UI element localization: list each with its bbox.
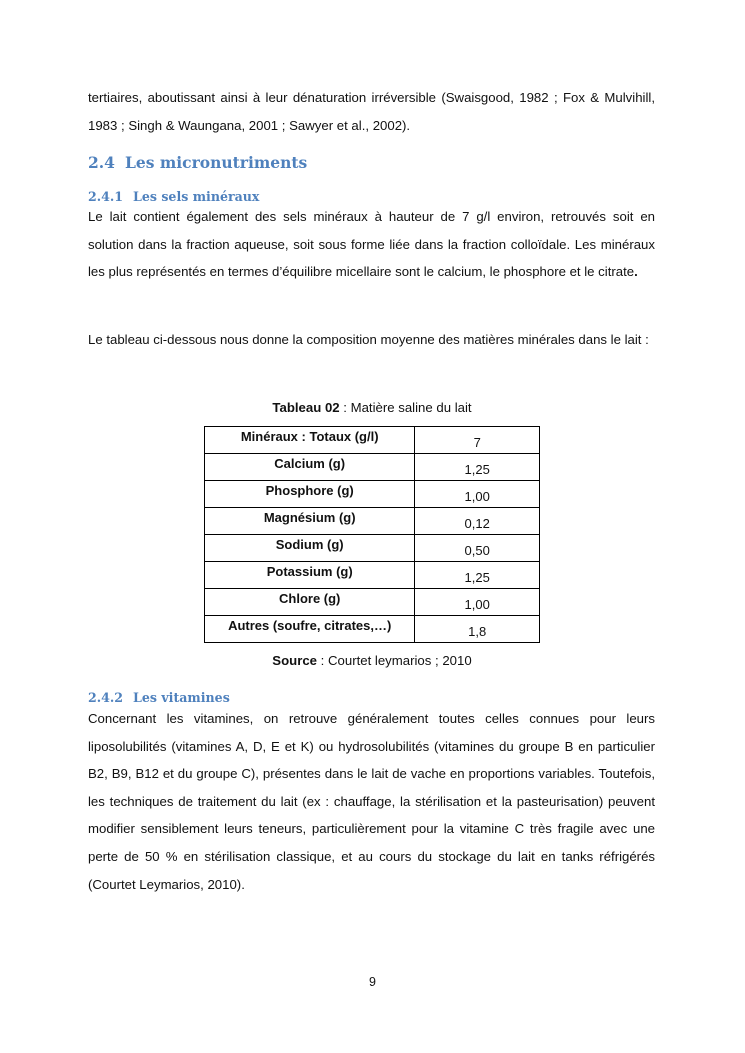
table-row [205,427,540,454]
table-row [205,535,540,562]
subsection-title: Les sels minéraux [133,189,260,204]
table-cell-value: 1,00 [415,589,540,616]
table-caption-label: Tableau 02 [272,400,340,415]
page-number: 9 [369,975,376,989]
table-caption-text: : Matière saline du lait [339,400,472,415]
table-intro-paragraph: Le tableau ci-dessous nous donne la composition moyenne des matières minérales dans le lait : [88,332,649,347]
table-cell-label: Chlore (g) [205,589,415,616]
table-caption [205,400,539,415]
vitamins-paragraph: Concernant les vitamines, on retrouve généralement toutes celles connues pour leurs liposolubilités (vitamines A, D, E et K) ou hydrosolubilités (vitamines du groupe B en particulier B2, B9, B12 et du groupe C), présentes dans le lait de vache en proportions variables. Toutefois, les techniques de traitement du lait (ex : chauffage, la stérilisation et la pasteurisation) peuvent modifier sensiblement leurs teneurs, particulièrement pour la vitamine C très fragile avec une perte de 50 % en stérilisation classique, et au cours du stockage du lait en tanks réfrigérés (Courtet Leymarios, 2010). [88,711,655,892]
table-source-label: Source [272,653,318,668]
table-source-text: : Courtet leymarios ; 2010 [317,653,472,668]
table-cell-value: 7 [415,427,540,454]
table-cell-label: Calcium (g) [205,454,415,481]
minerals-paragraph-end: . [634,264,638,280]
table-row [205,508,540,535]
table-cell-label: Sodium (g) [205,535,415,562]
table-cell-value: 0,12 [415,508,540,535]
table-cell-value: 1,00 [415,481,540,508]
minerals-paragraph [88,203,655,286]
table-cell-label: Autres (soufre, citrates,…) [205,616,415,643]
table-cell-label: Magnésium (g) [205,508,415,535]
section-number: 2.4 [88,153,115,172]
table-cell-label: Phosphore (g) [205,481,415,508]
section-title: Les micronutriments [125,153,308,172]
minerals-paragraph-text: Le lait contient également des sels minéraux à hauteur de 7 g/l environ, retrouvés soit en solution dans la fraction aqueuse, soit sous forme liée dans la fraction colloïdale. Les minéraux les plus représentés en termes d’équilibre micellaire sont le calcium, le phosphore et le citrate [88,209,655,280]
intro-paragraph: tertiaires, aboutissant ainsi à leur dénaturation irréversible (Swaisgood, 1982 ; Fox & Mulvihill, 1983 ; Singh & Waungana, 2001 ; Sawyer et al., 2002). [88,90,655,133]
subsection-title: Les vitamines [133,690,230,705]
table-cell-value: 0,50 [415,535,540,562]
subsection-heading-vitamins [88,690,230,705]
table-cell-value: 1,25 [415,454,540,481]
section-heading [88,153,307,172]
minerals-table [204,426,540,643]
subsection-number: 2.4.1 [88,189,124,204]
table-row [205,454,540,481]
table-row [205,562,540,589]
table-cell-label: Potassium (g) [205,562,415,589]
table-row [205,616,540,643]
table-cell-value: 1,25 [415,562,540,589]
subsection-number: 2.4.2 [88,690,124,705]
table-row [205,481,540,508]
subsection-heading-minerals [88,189,259,204]
table-row [205,589,540,616]
table-source [205,653,539,668]
table-cell-value: 1,8 [415,616,540,643]
table-cell-label: Minéraux : Totaux (g/l) [205,427,415,454]
